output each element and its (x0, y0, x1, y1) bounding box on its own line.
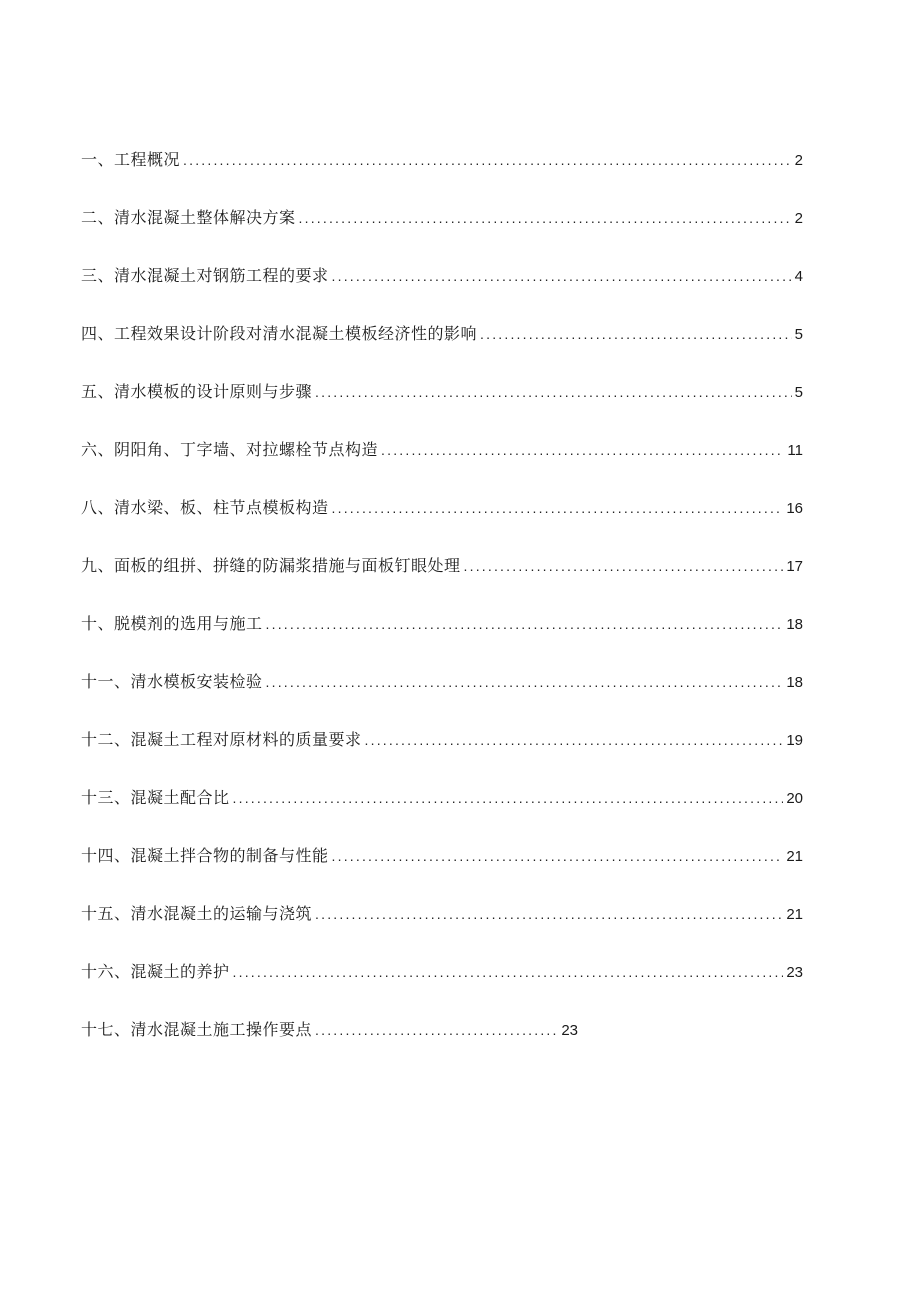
toc-entry-title: 四、工程效果设计阶段对清水混凝土模板经济性的影响 (81, 324, 478, 343)
dot-leader (266, 614, 784, 634)
toc-entry-title: 十五、清水混凝土的运输与浇筑 (81, 904, 313, 923)
toc-entry-title: 三、清水混凝土对钢筋工程的要求 (81, 266, 329, 285)
toc-entry[interactable] (81, 846, 803, 904)
toc-entry[interactable] (81, 440, 803, 498)
toc-entry-title: 六、阴阳角、丁字墙、对拉螺栓节点构造 (81, 440, 379, 459)
toc-entry-page: 2 (794, 210, 803, 227)
dot-leader (315, 1020, 558, 1040)
toc-entry-page: 18 (786, 674, 803, 691)
toc-entry[interactable] (81, 498, 803, 556)
toc-entry-page: 23 (561, 1022, 578, 1039)
dot-leader (233, 788, 784, 808)
toc-entry-title: 一、工程概况 (81, 150, 181, 169)
toc-entry-page: 21 (786, 906, 803, 923)
toc-entry[interactable] (81, 382, 803, 440)
toc-entry[interactable] (81, 904, 803, 962)
toc-entry[interactable] (81, 962, 803, 1020)
toc-entry-page: 11 (787, 442, 803, 459)
toc-entry-page: 16 (786, 500, 803, 517)
toc-entry-page: 19 (786, 732, 803, 749)
toc-entry[interactable] (81, 324, 803, 382)
toc-entry-page: 5 (794, 326, 803, 343)
toc-entry-title: 八、清水梁、板、柱节点模板构造 (81, 498, 329, 517)
toc-entry-page: 18 (786, 616, 803, 633)
dot-leader (365, 730, 784, 750)
dot-leader (183, 150, 792, 170)
dot-leader (464, 556, 784, 576)
toc-entry[interactable] (81, 1020, 578, 1078)
toc-entry-title: 十、脱模剂的选用与施工 (81, 614, 263, 633)
toc-entry-page: 4 (794, 268, 803, 285)
toc-entry-title: 十六、混凝土的养护 (81, 962, 230, 981)
toc-entry-title: 十七、清水混凝土施工操作要点 (81, 1020, 313, 1039)
toc-entry[interactable] (81, 788, 803, 846)
toc-entry[interactable] (81, 614, 803, 672)
toc-entry-title: 十三、混凝土配合比 (81, 788, 230, 807)
toc-entry-page: 2 (794, 152, 803, 169)
dot-leader (381, 440, 784, 460)
toc-entry-page: 20 (786, 790, 803, 807)
toc-entry-title: 二、清水混凝土整体解决方案 (81, 208, 296, 227)
dot-leader (332, 266, 792, 286)
toc-entry-title: 五、清水模板的设计原则与步骤 (81, 382, 313, 401)
dot-leader (480, 324, 792, 344)
dot-leader (315, 904, 783, 924)
toc-entry[interactable] (81, 266, 803, 324)
toc-entry-page: 21 (786, 848, 803, 865)
toc-entry-title: 九、面板的组拼、拼缝的防漏浆措施与面板钉眼处理 (81, 556, 461, 575)
dot-leader (266, 672, 784, 692)
toc-entry-title: 十四、混凝土拌合物的制备与性能 (81, 846, 329, 865)
dot-leader (233, 962, 784, 982)
toc-entry[interactable] (81, 672, 803, 730)
toc-entry-title: 十二、混凝土工程对原材料的质量要求 (81, 730, 362, 749)
dot-leader (332, 846, 784, 866)
toc-entry-page: 5 (794, 384, 803, 401)
toc-entry[interactable] (81, 208, 803, 266)
toc-entry-page: 17 (786, 558, 803, 575)
dot-leader (332, 498, 784, 518)
toc-entry[interactable] (81, 730, 803, 788)
table-of-contents (81, 150, 803, 1078)
toc-entry-page: 23 (786, 964, 803, 981)
dot-leader (315, 382, 792, 402)
toc-entry-title: 十一、清水模板安装检验 (81, 672, 263, 691)
toc-entry[interactable] (81, 150, 803, 208)
dot-leader (299, 208, 792, 228)
toc-entry[interactable] (81, 556, 803, 614)
